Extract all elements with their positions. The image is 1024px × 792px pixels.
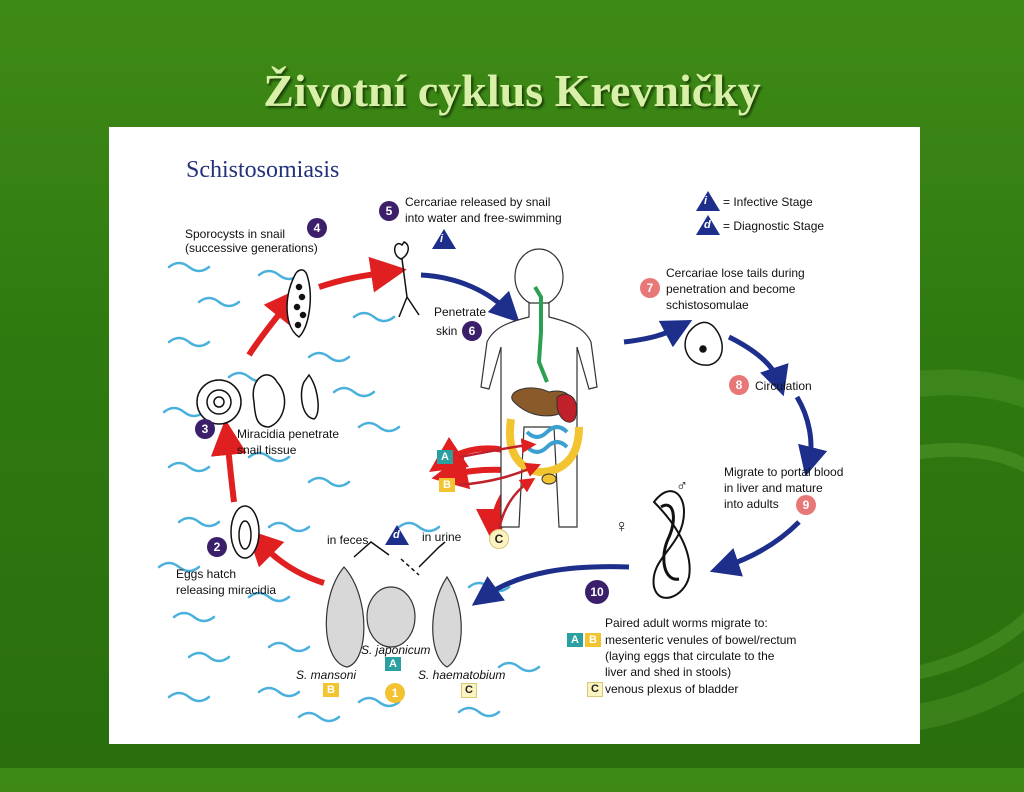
mansoni-code: B [323, 683, 339, 697]
step-2-badge: 2 [207, 537, 227, 557]
step5-label-2: into water and free-swimming [405, 211, 562, 225]
diagnostic-stage-icon: d [696, 215, 720, 235]
male-symbol-icon: ♂ [676, 478, 688, 495]
step7-label-1: Cercariae lose tails during [666, 266, 805, 280]
schistosomulum [685, 322, 722, 365]
snails [197, 375, 318, 427]
japonicum-code: A [385, 657, 401, 671]
miracidium [231, 506, 259, 558]
mansoni-label: S. mansoni [296, 668, 357, 682]
step9-label-3: into adults [724, 497, 779, 511]
site-code-b: B [585, 633, 601, 647]
in-urine-label: in urine [422, 530, 462, 544]
haematobium-label: S. haematobium [418, 668, 506, 682]
female-symbol-icon: ♀ [615, 516, 629, 536]
legend-infective: = Infective Stage [723, 195, 813, 209]
step10-label-5: venous plexus of bladder [605, 682, 739, 696]
step8-label: Circulation [755, 379, 812, 393]
site-c-marker: C [489, 529, 509, 549]
step9-label-2: in liver and mature [724, 481, 823, 495]
slide-title: Životní cyklus Krevničky [263, 65, 761, 116]
haematobium-code: C [461, 683, 477, 698]
cercaria [395, 242, 419, 317]
step4-label-1: Sporocysts in snail [185, 227, 286, 241]
step3-label-1: Miracidia penetrate [237, 427, 340, 441]
infective-stage-icon: i [696, 191, 720, 211]
blue-cycle-arrows [421, 275, 811, 597]
step7-label-3: schistosomulae [666, 298, 749, 312]
step5-label-1: Cercariae released by snail [405, 195, 551, 209]
adult-worms [654, 491, 690, 598]
step2-label-2: releasing miracidia [176, 583, 277, 597]
step10-label-3: (laying eggs that circulate to the [605, 649, 775, 663]
site-a-marker: A [437, 450, 453, 464]
step4-label-2: (successive generations) [185, 241, 318, 255]
legend-diagnostic: = Diagnostic Stage [723, 219, 825, 233]
step9-label-1: Migrate to portal blood [724, 465, 844, 479]
step-10-badge: 10 [585, 580, 609, 604]
step-8-badge: 8 [729, 375, 749, 395]
step-7-badge: 7 [640, 278, 660, 298]
site-code-c: C [587, 682, 603, 697]
japonicum-label: S. japonicum [361, 643, 431, 657]
step10-label-4: liver and shed in stools) [605, 665, 732, 679]
step-5-badge: 5 [379, 201, 399, 221]
step-9-badge: 9 [796, 495, 816, 515]
step-4-badge: 4 [307, 218, 327, 238]
diagram-title: Schistosomiasis [186, 157, 340, 183]
in-feces-label: in feces [327, 533, 369, 547]
step-3-badge: 3 [195, 419, 215, 439]
step6-label-1: Penetrate [434, 305, 487, 319]
step6-label-2: skin [436, 324, 458, 338]
step-1-badge: 1 [385, 683, 405, 703]
diagram-panel [109, 127, 920, 744]
site-code-a: A [567, 633, 583, 647]
step10-label-2: mesenteric venules of bowel/rectum [605, 633, 797, 647]
step3-label-2: snail tissue [237, 443, 297, 457]
step7-label-2: penetration and become [666, 282, 796, 296]
step10-label-1: Paired adult worms migrate to: [605, 616, 768, 630]
infective-stage-marker-icon: i [432, 229, 456, 249]
site-b-marker: B [439, 478, 455, 492]
step-6-badge: 6 [462, 321, 482, 341]
step2-label-1: Eggs hatch [176, 567, 237, 581]
diagnostic-stage-marker-icon: d [385, 525, 409, 545]
